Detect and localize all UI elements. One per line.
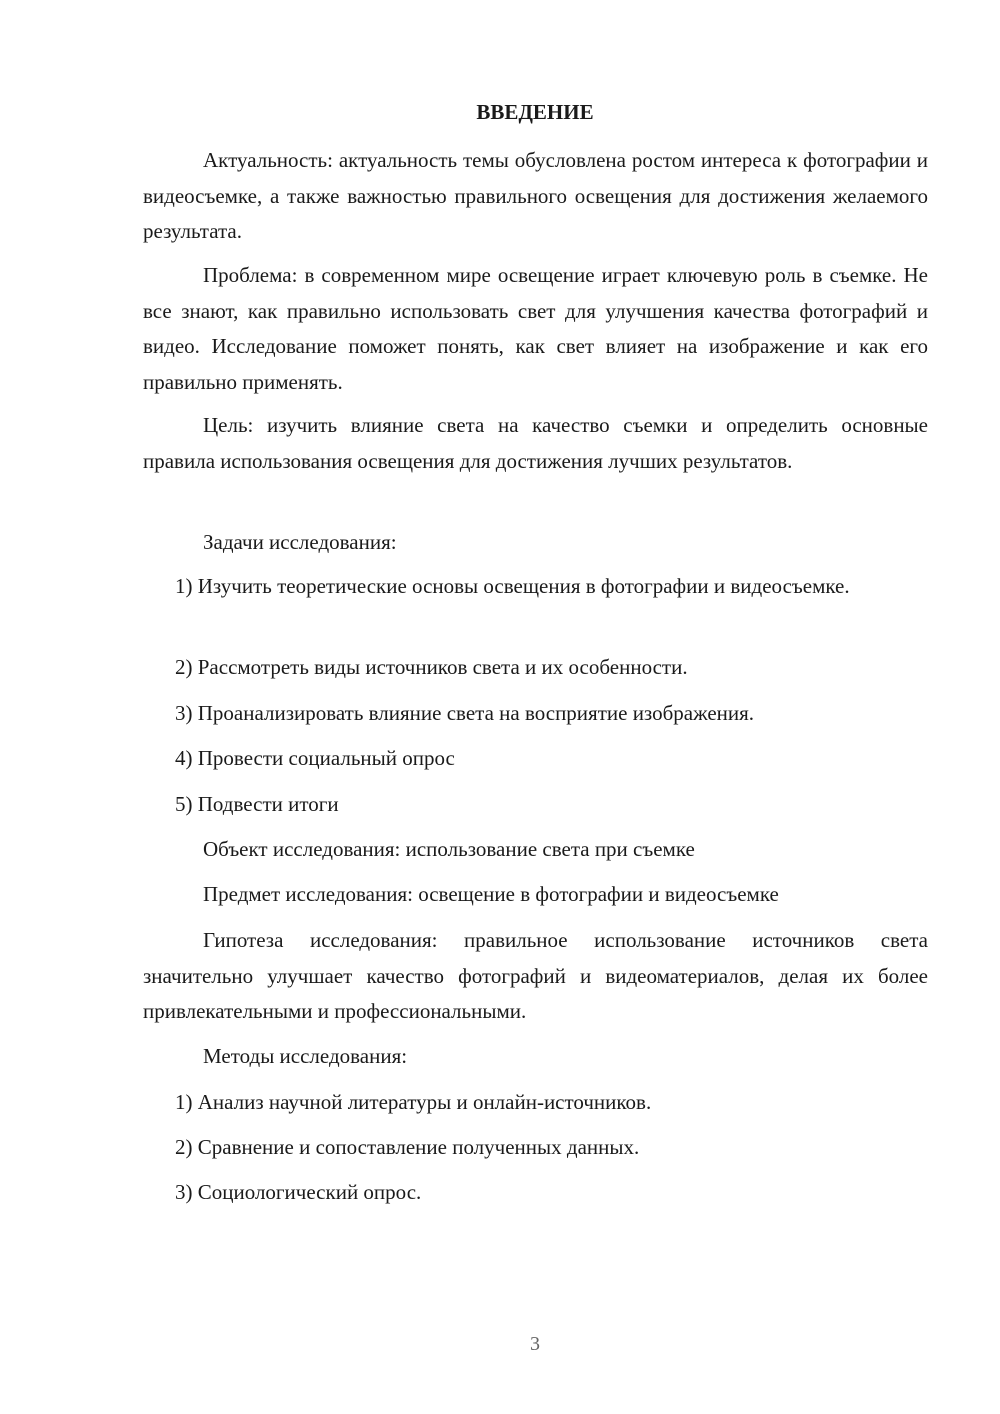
paragraph-actuality: Актуальность: актуальность темы обусловлена ростом интереса к фотографии и видеосъемке, а также важностью правильного освещения для достижения желаемого результата. (143, 148, 928, 243)
paragraph-problem: Проблема: в современном мире освещение играет ключевую роль в съемке. Не все знают, как правильно использовать свет для улучшения качества фотографий и видео. Исследование поможет понять, как свет влияет на изображение и как его правильно применять. (143, 263, 928, 394)
page-number: 3 (530, 1333, 540, 1355)
paragraph-object: Объект исследования: использование света при съемке (203, 837, 695, 861)
task-item: 1) Изучить теоретические основы освещения в фотографии и видеосъемке. (175, 574, 850, 598)
paragraph-goal: Цель: изучить влияние света на качество съемки и определить основные правила использования освещения для достижения лучших результатов. (143, 413, 928, 473)
task-item: 5) Подвести итоги (175, 792, 339, 816)
method-item: 3) Социологический опрос. (175, 1180, 422, 1204)
task-item: 4) Провести социальный опрос (175, 746, 455, 770)
methods-heading: Методы исследования: (203, 1044, 408, 1068)
method-item: 1) Анализ научной литературы и онлайн-источников. (175, 1090, 652, 1114)
task-item: 3) Проанализировать влияние света на восприятие изображения. (175, 701, 755, 725)
tasks-heading: Задачи исследования: (203, 530, 397, 554)
method-item: 2) Сравнение и сопоставление полученных данных. (175, 1135, 640, 1159)
paragraph-hypothesis: Гипотеза исследования: правильное использование источников света значительно улучшает качество фотографий и видеоматериалов, делая их более привлекательными и профессиональными. (143, 928, 928, 1023)
task-item: 2) Рассмотреть виды источников света и их особенности. (175, 655, 688, 679)
section-title: ВВЕДЕНИЕ (476, 100, 594, 124)
paragraph-subject: Предмет исследования: освещение в фотографии и видеосъемке (203, 882, 779, 906)
